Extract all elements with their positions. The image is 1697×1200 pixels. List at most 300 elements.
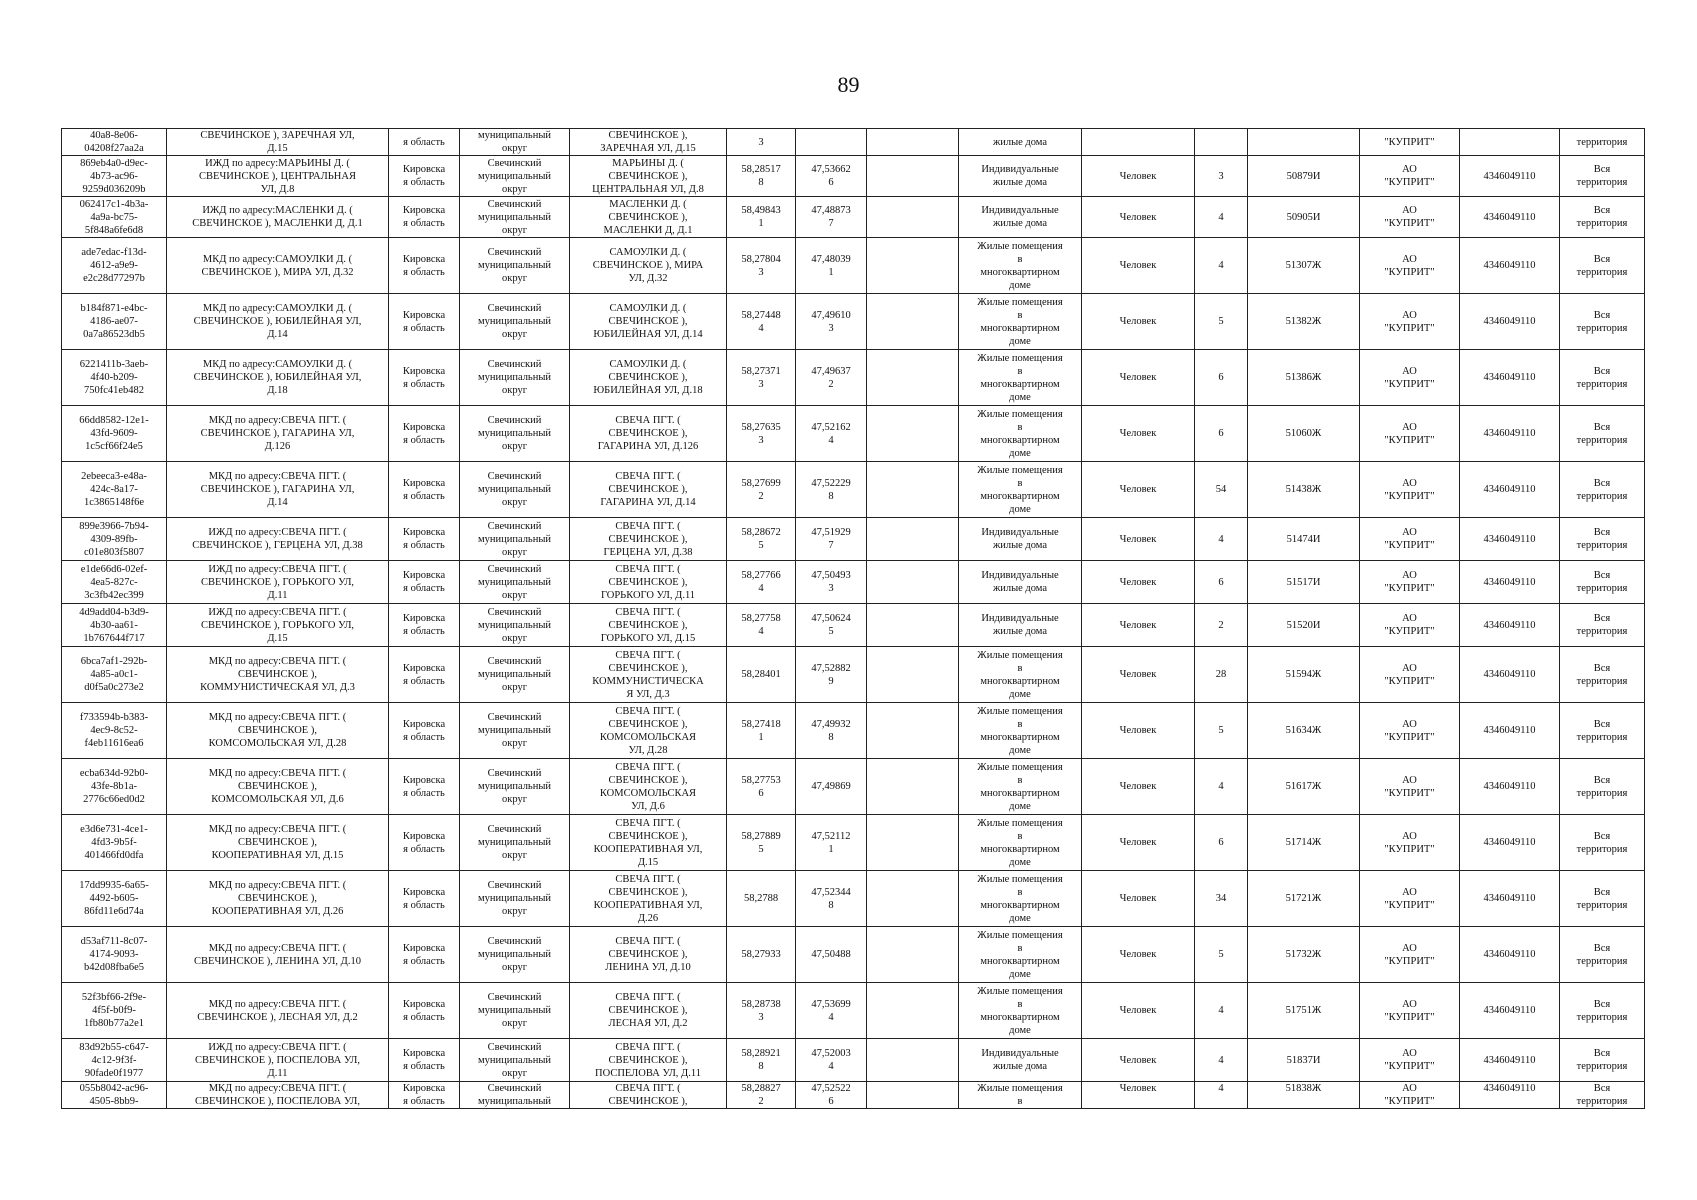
cell-unit: Человек — [1082, 1039, 1195, 1082]
cell-lon: 47,49932 8 — [796, 703, 867, 759]
cell-housing: Жилые помещения в многоквартирном доме — [959, 927, 1082, 983]
cell-location: СВЕЧА ПГТ. ( СВЕЧИНСКОЕ ), КОМСОМОЛЬСКАЯ УЛ, Д.6 — [570, 759, 727, 815]
cell-count: 6 — [1195, 561, 1248, 604]
cell-municipality: Свечинский муниципальный округ — [460, 156, 570, 197]
cell-id: 83d92b55-c647- 4c12-9f3f- 90fade0f1977 — [62, 1039, 167, 1082]
cell-org: АО "КУПРИТ" — [1360, 871, 1460, 927]
cell-id: 52f3bf66-2f9e- 4f5f-b0f9- 1fb80b77a2e1 — [62, 983, 167, 1039]
cell-count: 54 — [1195, 462, 1248, 518]
cell-org: АО "КУПРИТ" — [1360, 927, 1460, 983]
cell-count: 34 — [1195, 871, 1248, 927]
cell-lon: 47,52112 1 — [796, 815, 867, 871]
cell-lon: 47,48873 7 — [796, 197, 867, 238]
cell-inn: 4346049110 — [1460, 561, 1560, 604]
cell-lon: 47,50624 5 — [796, 604, 867, 647]
cell-housing: жилые дома — [959, 129, 1082, 156]
cell-location: СВЕЧА ПГТ. ( СВЕЧИНСКОЕ ), ПОСПЕЛОВА УЛ, Д.11 — [570, 1039, 727, 1082]
cell-id: 899e3966-7b94- 4309-89fb- c01e803f5807 — [62, 518, 167, 561]
cell-lat: 58,27889 5 — [727, 815, 796, 871]
cell-blank — [867, 1082, 959, 1109]
cell-count: 4 — [1195, 759, 1248, 815]
cell-inn: 4346049110 — [1460, 604, 1560, 647]
table-row — [62, 197, 1645, 238]
cell-municipality: Свечинский муниципальный — [460, 1082, 570, 1109]
cell-addr: ИЖД по адресу:СВЕЧА ПГТ. ( СВЕЧИНСКОЕ ), ГОРЬКОГО УЛ, Д.15 — [167, 604, 389, 647]
cell-location: САМОУЛКИ Д. ( СВЕЧИНСКОЕ ), ЮБИЛЕЙНАЯ УЛ, Д.14 — [570, 294, 727, 350]
cell-region: Кировска я область — [389, 518, 460, 561]
cell-blank — [867, 759, 959, 815]
cell-lon: 47,50493 3 — [796, 561, 867, 604]
cell-lat: 58,28827 2 — [727, 1082, 796, 1109]
cell-blank — [867, 983, 959, 1039]
cell-count: 4 — [1195, 518, 1248, 561]
cell-housing: Индивидуальные жилые дома — [959, 197, 1082, 238]
cell-code: 51838Ж — [1248, 1082, 1360, 1109]
cell-id: 869eb4a0-d9ec- 4b73-ac96- 9259d036209b — [62, 156, 167, 197]
cell-inn: 4346049110 — [1460, 294, 1560, 350]
cell-addr: МКД по адресу:СВЕЧА ПГТ. ( СВЕЧИНСКОЕ ), ЛЕСНАЯ УЛ, Д.2 — [167, 983, 389, 1039]
cell-inn: 4346049110 — [1460, 1082, 1560, 1109]
cell-region: Кировска я область — [389, 647, 460, 703]
cell-location: СВЕЧА ПГТ. ( СВЕЧИНСКОЕ ), КОММУНИСТИЧЕСКА Я УЛ, Д.3 — [570, 647, 727, 703]
cell-housing: Жилые помещения в многоквартирном доме — [959, 294, 1082, 350]
cell-unit: Человек — [1082, 518, 1195, 561]
cell-id: 6bca7af1-292b- 4a85-a0c1- d0f5a0c273e2 — [62, 647, 167, 703]
cell-location: СВЕЧА ПГТ. ( СВЕЧИНСКОЕ ), КООПЕРАТИВНАЯ УЛ, Д.26 — [570, 871, 727, 927]
cell-addr: ИЖД по адресу:МАРЬИНЫ Д. ( СВЕЧИНСКОЕ ), ЦЕНТРАЛЬНАЯ УЛ, Д.8 — [167, 156, 389, 197]
cell-addr: МКД по адресу:СВЕЧА ПГТ. ( СВЕЧИНСКОЕ ), ЛЕНИНА УЛ, Д.10 — [167, 927, 389, 983]
table-row — [62, 815, 1645, 871]
cell-location: СВЕЧА ПГТ. ( СВЕЧИНСКОЕ ), — [570, 1082, 727, 1109]
cell-org: АО "КУПРИТ" — [1360, 462, 1460, 518]
cell-addr: МКД по адресу:СВЕЧА ПГТ. ( СВЕЧИНСКОЕ ), ГАГАРИНА УЛ, Д.14 — [167, 462, 389, 518]
cell-region: Кировска я область — [389, 294, 460, 350]
cell-lon: 47,52003 4 — [796, 1039, 867, 1082]
cell-code: 51382Ж — [1248, 294, 1360, 350]
cell-addr: ИЖД по адресу:СВЕЧА ПГТ. ( СВЕЧИНСКОЕ ), ПОСПЕЛОВА УЛ, Д.11 — [167, 1039, 389, 1082]
cell-unit — [1082, 129, 1195, 156]
cell-inn: 4346049110 — [1460, 156, 1560, 197]
cell-lon: 47,53699 4 — [796, 983, 867, 1039]
cell-id: b184f871-e4bc- 4186-ae07- 0a7a86523db5 — [62, 294, 167, 350]
cell-org: АО "КУПРИТ" — [1360, 604, 1460, 647]
cell-id: e1de66d6-02ef- 4ea5-827c- 3c3fb42ec399 — [62, 561, 167, 604]
table-row — [62, 983, 1645, 1039]
cell-housing: Индивидуальные жилые дома — [959, 561, 1082, 604]
cell-addr: СВЕЧИНСКОЕ ), ЗАРЕЧНАЯ УЛ, Д.15 — [167, 129, 389, 156]
cell-blank — [867, 703, 959, 759]
cell-territory: Вся территория — [1560, 703, 1645, 759]
cell-id: 66dd8582-12e1- 43fd-9609- 1c5cf66f24e5 — [62, 406, 167, 462]
cell-unit: Человек — [1082, 156, 1195, 197]
cell-location: САМОУЛКИ Д. ( СВЕЧИНСКОЕ ), МИРА УЛ, Д.32 — [570, 238, 727, 294]
cell-region: Кировска я область — [389, 561, 460, 604]
cell-municipality: Свечинский муниципальный округ — [460, 294, 570, 350]
cell-territory: Вся территория — [1560, 1082, 1645, 1109]
cell-municipality: Свечинский муниципальный округ — [460, 871, 570, 927]
cell-housing: Жилые помещения в многоквартирном доме — [959, 815, 1082, 871]
cell-region: Кировска я область — [389, 197, 460, 238]
cell-org: АО "КУПРИТ" — [1360, 197, 1460, 238]
cell-org: АО "КУПРИТ" — [1360, 294, 1460, 350]
cell-code: 51714Ж — [1248, 815, 1360, 871]
cell-lat: 58,28921 8 — [727, 1039, 796, 1082]
cell-unit: Человек — [1082, 197, 1195, 238]
cell-unit: Человек — [1082, 871, 1195, 927]
cell-blank — [867, 350, 959, 406]
cell-housing: Жилые помещения в — [959, 1082, 1082, 1109]
cell-territory: Вся территория — [1560, 647, 1645, 703]
cell-location: МАРЬИНЫ Д. ( СВЕЧИНСКОЕ ), ЦЕНТРАЛЬНАЯ УЛ, Д.8 — [570, 156, 727, 197]
cell-inn: 4346049110 — [1460, 350, 1560, 406]
table-body — [62, 129, 1645, 1109]
cell-housing: Жилые помещения в многоквартирном доме — [959, 871, 1082, 927]
cell-id: 17dd9935-6a65- 4492-b605- 86fd11e6d74a — [62, 871, 167, 927]
cell-location: СВЕЧА ПГТ. ( СВЕЧИНСКОЕ ), ЛЕСНАЯ УЛ, Д.2 — [570, 983, 727, 1039]
cell-addr: ИЖД по адресу:СВЕЧА ПГТ. ( СВЕЧИНСКОЕ ), ГЕРЦЕНА УЛ, Д.38 — [167, 518, 389, 561]
cell-territory: Вся территория — [1560, 983, 1645, 1039]
cell-blank — [867, 406, 959, 462]
cell-location: СВЕЧА ПГТ. ( СВЕЧИНСКОЕ ), КОМСОМОЛЬСКАЯ УЛ, Д.28 — [570, 703, 727, 759]
cell-location: СВЕЧА ПГТ. ( СВЕЧИНСКОЕ ), ГОРЬКОГО УЛ, Д.11 — [570, 561, 727, 604]
cell-territory: Вся территория — [1560, 518, 1645, 561]
cell-blank — [867, 294, 959, 350]
cell-region: Кировска я область — [389, 1039, 460, 1082]
cell-unit: Человек — [1082, 604, 1195, 647]
cell-org: АО "КУПРИТ" — [1360, 1082, 1460, 1109]
table-row — [62, 647, 1645, 703]
cell-housing: Жилые помещения в многоквартирном доме — [959, 983, 1082, 1039]
cell-location: СВЕЧА ПГТ. ( СВЕЧИНСКОЕ ), ГАГАРИНА УЛ, Д.126 — [570, 406, 727, 462]
cell-lat: 58,27804 3 — [727, 238, 796, 294]
cell-code: 50905И — [1248, 197, 1360, 238]
cell-code: 51438Ж — [1248, 462, 1360, 518]
cell-code: 51594Ж — [1248, 647, 1360, 703]
cell-count: 6 — [1195, 815, 1248, 871]
cell-inn: 4346049110 — [1460, 406, 1560, 462]
cell-unit: Человек — [1082, 703, 1195, 759]
cell-org: АО "КУПРИТ" — [1360, 983, 1460, 1039]
cell-municipality: Свечинский муниципальный округ — [460, 350, 570, 406]
cell-blank — [867, 815, 959, 871]
cell-lon: 47,48039 1 — [796, 238, 867, 294]
cell-inn: 4346049110 — [1460, 983, 1560, 1039]
table-row — [62, 156, 1645, 197]
cell-inn: 4346049110 — [1460, 871, 1560, 927]
cell-count: 2 — [1195, 604, 1248, 647]
cell-municipality: Свечинский муниципальный округ — [460, 604, 570, 647]
cell-count: 28 — [1195, 647, 1248, 703]
cell-housing: Жилые помещения в многоквартирном доме — [959, 462, 1082, 518]
cell-region: я область — [389, 129, 460, 156]
cell-inn: 4346049110 — [1460, 815, 1560, 871]
table-row — [62, 871, 1645, 927]
cell-unit: Человек — [1082, 238, 1195, 294]
cell-addr: ИЖД по адресу:СВЕЧА ПГТ. ( СВЕЧИНСКОЕ ), ГОРЬКОГО УЛ, Д.11 — [167, 561, 389, 604]
cell-location: МАСЛЕНКИ Д. ( СВЕЧИНСКОЕ ), МАСЛЕНКИ Д, Д.1 — [570, 197, 727, 238]
cell-count: 5 — [1195, 927, 1248, 983]
cell-housing: Жилые помещения в многоквартирном доме — [959, 703, 1082, 759]
cell-lat: 58,27418 1 — [727, 703, 796, 759]
cell-lon: 47,52162 4 — [796, 406, 867, 462]
cell-lat: 58,27699 2 — [727, 462, 796, 518]
cell-org: АО "КУПРИТ" — [1360, 703, 1460, 759]
cell-location: СВЕЧИНСКОЕ ), ЗАРЕЧНАЯ УЛ, Д.15 — [570, 129, 727, 156]
cell-municipality: Свечинский муниципальный округ — [460, 561, 570, 604]
cell-org: АО "КУПРИТ" — [1360, 156, 1460, 197]
cell-housing: Жилые помещения в многоквартирном доме — [959, 406, 1082, 462]
cell-lat: 58,27758 4 — [727, 604, 796, 647]
cell-org: АО "КУПРИТ" — [1360, 1039, 1460, 1082]
cell-lon: 47,51929 7 — [796, 518, 867, 561]
cell-code: 51386Ж — [1248, 350, 1360, 406]
cell-lon: 47,50488 — [796, 927, 867, 983]
cell-lat: 58,49843 1 — [727, 197, 796, 238]
table-row — [62, 518, 1645, 561]
cell-lat: 58,2788 — [727, 871, 796, 927]
cell-lat: 58,27371 3 — [727, 350, 796, 406]
table-row — [62, 462, 1645, 518]
cell-inn: 4346049110 — [1460, 927, 1560, 983]
cell-code: 51617Ж — [1248, 759, 1360, 815]
cell-blank — [867, 604, 959, 647]
cell-code: 50879И — [1248, 156, 1360, 197]
table-row — [62, 927, 1645, 983]
cell-addr: ИЖД по адресу:МАСЛЕНКИ Д. ( СВЕЧИНСКОЕ ), МАСЛЕНКИ Д, Д.1 — [167, 197, 389, 238]
cell-blank — [867, 871, 959, 927]
cell-org: АО "КУПРИТ" — [1360, 350, 1460, 406]
cell-municipality: муниципальный округ — [460, 129, 570, 156]
cell-inn: 4346049110 — [1460, 238, 1560, 294]
cell-blank — [867, 156, 959, 197]
cell-addr: МКД по адресу:СВЕЧА ПГТ. ( СВЕЧИНСКОЕ ), КООПЕРАТИВНАЯ УЛ, Д.26 — [167, 871, 389, 927]
cell-blank — [867, 927, 959, 983]
cell-region: Кировска я область — [389, 1082, 460, 1109]
cell-org: "КУПРИТ" — [1360, 129, 1460, 156]
cell-municipality: Свечинский муниципальный округ — [460, 1039, 570, 1082]
cell-addr: МКД по адресу:САМОУЛКИ Д. ( СВЕЧИНСКОЕ ), ЮБИЛЕЙНАЯ УЛ, Д.18 — [167, 350, 389, 406]
cell-org: АО "КУПРИТ" — [1360, 647, 1460, 703]
cell-region: Кировска я область — [389, 927, 460, 983]
cell-count: 4 — [1195, 1082, 1248, 1109]
table-row — [62, 294, 1645, 350]
cell-id: 2ebeeca3-e48a- 424c-8a17- 1c3865148f6e — [62, 462, 167, 518]
cell-housing: Жилые помещения в многоквартирном доме — [959, 238, 1082, 294]
cell-count: 6 — [1195, 350, 1248, 406]
cell-code — [1248, 129, 1360, 156]
cell-unit: Человек — [1082, 561, 1195, 604]
cell-municipality: Свечинский муниципальный округ — [460, 927, 570, 983]
cell-lat: 58,27448 4 — [727, 294, 796, 350]
cell-inn — [1460, 129, 1560, 156]
cell-addr: МКД по адресу:САМОУЛКИ Д. ( СВЕЧИНСКОЕ ), ЮБИЛЕЙНАЯ УЛ, Д.14 — [167, 294, 389, 350]
cell-addr: МКД по адресу:САМОУЛКИ Д. ( СВЕЧИНСКОЕ ), МИРА УЛ, Д.32 — [167, 238, 389, 294]
cell-housing: Жилые помещения в многоквартирном доме — [959, 350, 1082, 406]
table-row — [62, 129, 1645, 156]
cell-region: Кировска я область — [389, 815, 460, 871]
cell-count: 6 — [1195, 406, 1248, 462]
cell-lon: 47,52344 8 — [796, 871, 867, 927]
cell-inn: 4346049110 — [1460, 1039, 1560, 1082]
cell-code: 51732Ж — [1248, 927, 1360, 983]
cell-unit: Человек — [1082, 1082, 1195, 1109]
cell-id: 055b8042-ac96- 4505-8bb9- — [62, 1082, 167, 1109]
page-number: 89 — [837, 72, 860, 97]
registry-table — [61, 128, 1645, 1109]
cell-addr: МКД по адресу:СВЕЧА ПГТ. ( СВЕЧИНСКОЕ ), КОММУНИСТИЧЕСКАЯ УЛ, Д.3 — [167, 647, 389, 703]
cell-region: Кировска я область — [389, 238, 460, 294]
cell-territory: Вся территория — [1560, 927, 1645, 983]
cell-blank — [867, 129, 959, 156]
cell-lat: 58,27933 — [727, 927, 796, 983]
cell-municipality: Свечинский муниципальный округ — [460, 647, 570, 703]
cell-territory: Вся территория — [1560, 871, 1645, 927]
cell-location: САМОУЛКИ Д. ( СВЕЧИНСКОЕ ), ЮБИЛЕЙНАЯ УЛ, Д.18 — [570, 350, 727, 406]
cell-code: 51634Ж — [1248, 703, 1360, 759]
table-row — [62, 703, 1645, 759]
cell-org: АО "КУПРИТ" — [1360, 406, 1460, 462]
cell-territory: Вся территория — [1560, 197, 1645, 238]
cell-municipality: Свечинский муниципальный округ — [460, 406, 570, 462]
cell-region: Кировска я область — [389, 983, 460, 1039]
cell-lon: 47,52229 8 — [796, 462, 867, 518]
cell-lat: 3 — [727, 129, 796, 156]
cell-region: Кировска я область — [389, 871, 460, 927]
cell-inn: 4346049110 — [1460, 703, 1560, 759]
cell-territory: Вся территория — [1560, 156, 1645, 197]
cell-org: АО "КУПРИТ" — [1360, 815, 1460, 871]
cell-code: 51520И — [1248, 604, 1360, 647]
table-row — [62, 604, 1645, 647]
cell-municipality: Свечинский муниципальный округ — [460, 815, 570, 871]
cell-lon: 47,49869 — [796, 759, 867, 815]
cell-region: Кировска я область — [389, 703, 460, 759]
table-row — [62, 759, 1645, 815]
cell-id: f733594b-b383- 4ec9-8c52- f4eb11616ea6 — [62, 703, 167, 759]
cell-inn: 4346049110 — [1460, 197, 1560, 238]
cell-inn: 4346049110 — [1460, 647, 1560, 703]
table-row — [62, 238, 1645, 294]
cell-inn: 4346049110 — [1460, 759, 1560, 815]
cell-unit: Человек — [1082, 983, 1195, 1039]
cell-unit: Человек — [1082, 350, 1195, 406]
cell-unit: Человек — [1082, 647, 1195, 703]
cell-region: Кировска я область — [389, 350, 460, 406]
cell-blank — [867, 561, 959, 604]
cell-code: 51837И — [1248, 1039, 1360, 1082]
cell-location: СВЕЧА ПГТ. ( СВЕЧИНСКОЕ ), ЛЕНИНА УЛ, Д.10 — [570, 927, 727, 983]
cell-count: 4 — [1195, 197, 1248, 238]
cell-housing: Жилые помещения в многоквартирном доме — [959, 759, 1082, 815]
cell-id: 6221411b-3aeb- 4f40-b209- 750fc41eb482 — [62, 350, 167, 406]
cell-territory: Вся территория — [1560, 1039, 1645, 1082]
cell-count — [1195, 129, 1248, 156]
cell-region: Кировска я область — [389, 156, 460, 197]
cell-location: СВЕЧА ПГТ. ( СВЕЧИНСКОЕ ), ГЕРЦЕНА УЛ, Д.38 — [570, 518, 727, 561]
cell-addr: МКД по адресу:СВЕЧА ПГТ. ( СВЕЧИНСКОЕ ), КОМСОМОЛЬСКАЯ УЛ, Д.28 — [167, 703, 389, 759]
cell-housing: Индивидуальные жилые дома — [959, 518, 1082, 561]
cell-lat: 58,28672 5 — [727, 518, 796, 561]
cell-blank — [867, 647, 959, 703]
cell-id: 4d9add04-b3d9- 4b30-aa61- 1b767644f717 — [62, 604, 167, 647]
cell-count: 5 — [1195, 294, 1248, 350]
cell-count: 4 — [1195, 1039, 1248, 1082]
cell-inn: 4346049110 — [1460, 462, 1560, 518]
table-row — [62, 350, 1645, 406]
cell-org: АО "КУПРИТ" — [1360, 561, 1460, 604]
cell-territory: территория — [1560, 129, 1645, 156]
cell-territory: Вся территория — [1560, 462, 1645, 518]
cell-location: СВЕЧА ПГТ. ( СВЕЧИНСКОЕ ), ГОРЬКОГО УЛ, Д.15 — [570, 604, 727, 647]
cell-blank — [867, 1039, 959, 1082]
cell-municipality: Свечинский муниципальный округ — [460, 703, 570, 759]
cell-lon: 47,52882 9 — [796, 647, 867, 703]
cell-org: АО "КУПРИТ" — [1360, 238, 1460, 294]
cell-housing: Индивидуальные жилые дома — [959, 156, 1082, 197]
cell-municipality: Свечинский муниципальный округ — [460, 238, 570, 294]
cell-lon: 47,52522 6 — [796, 1082, 867, 1109]
cell-inn: 4346049110 — [1460, 518, 1560, 561]
cell-id: e3d6e731-4ce1- 4fd3-9b5f- 401466fd0dfa — [62, 815, 167, 871]
cell-code: 51751Ж — [1248, 983, 1360, 1039]
cell-lat: 58,27753 6 — [727, 759, 796, 815]
cell-unit: Человек — [1082, 462, 1195, 518]
cell-lon: 47,53662 6 — [796, 156, 867, 197]
cell-addr: МКД по адресу:СВЕЧА ПГТ. ( СВЕЧИНСКОЕ ), ГАГАРИНА УЛ, Д.126 — [167, 406, 389, 462]
table-row — [62, 1039, 1645, 1082]
cell-code: 51721Ж — [1248, 871, 1360, 927]
cell-code: 51307Ж — [1248, 238, 1360, 294]
cell-territory: Вся территория — [1560, 604, 1645, 647]
cell-lat: 58,27766 4 — [727, 561, 796, 604]
cell-territory: Вся территория — [1560, 294, 1645, 350]
cell-housing: Жилые помещения в многоквартирном доме — [959, 647, 1082, 703]
cell-count: 3 — [1195, 156, 1248, 197]
table-row — [62, 1082, 1645, 1109]
cell-location: СВЕЧА ПГТ. ( СВЕЧИНСКОЕ ), ГАГАРИНА УЛ, Д.14 — [570, 462, 727, 518]
cell-municipality: Свечинский муниципальный округ — [460, 518, 570, 561]
cell-lon: 47,49637 2 — [796, 350, 867, 406]
cell-location: СВЕЧА ПГТ. ( СВЕЧИНСКОЕ ), КООПЕРАТИВНАЯ УЛ, Д.15 — [570, 815, 727, 871]
cell-municipality: Свечинский муниципальный округ — [460, 759, 570, 815]
cell-unit: Человек — [1082, 294, 1195, 350]
cell-municipality: Свечинский муниципальный округ — [460, 983, 570, 1039]
cell-territory: Вся территория — [1560, 406, 1645, 462]
cell-unit: Человек — [1082, 927, 1195, 983]
cell-id: ecba634d-92b0- 43fe-8b1a- 2776c66ed0d2 — [62, 759, 167, 815]
cell-code: 51474И — [1248, 518, 1360, 561]
cell-id: d53af711-8c07- 4174-9093- b42d08fba6e5 — [62, 927, 167, 983]
cell-addr: МКД по адресу:СВЕЧА ПГТ. ( СВЕЧИНСКОЕ ), КООПЕРАТИВНАЯ УЛ, Д.15 — [167, 815, 389, 871]
cell-org: АО "КУПРИТ" — [1360, 518, 1460, 561]
cell-blank — [867, 197, 959, 238]
cell-id: 40a8-8e06- 04208f27aa2a — [62, 129, 167, 156]
cell-lat: 58,28517 8 — [727, 156, 796, 197]
cell-region: Кировска я область — [389, 462, 460, 518]
cell-blank — [867, 238, 959, 294]
cell-unit: Человек — [1082, 759, 1195, 815]
cell-blank — [867, 462, 959, 518]
cell-id: 062417c1-4b3a- 4a9a-bc75- 5f848a6fe6d8 — [62, 197, 167, 238]
cell-territory: Вся территория — [1560, 350, 1645, 406]
cell-region: Кировска я область — [389, 759, 460, 815]
cell-lat: 58,28738 3 — [727, 983, 796, 1039]
cell-unit: Человек — [1082, 815, 1195, 871]
cell-addr: МКД по адресу:СВЕЧА ПГТ. ( СВЕЧИНСКОЕ ), КОМСОМОЛЬСКАЯ УЛ, Д.6 — [167, 759, 389, 815]
cell-unit: Человек — [1082, 406, 1195, 462]
cell-housing: Индивидуальные жилые дома — [959, 1039, 1082, 1082]
cell-code: 51517И — [1248, 561, 1360, 604]
